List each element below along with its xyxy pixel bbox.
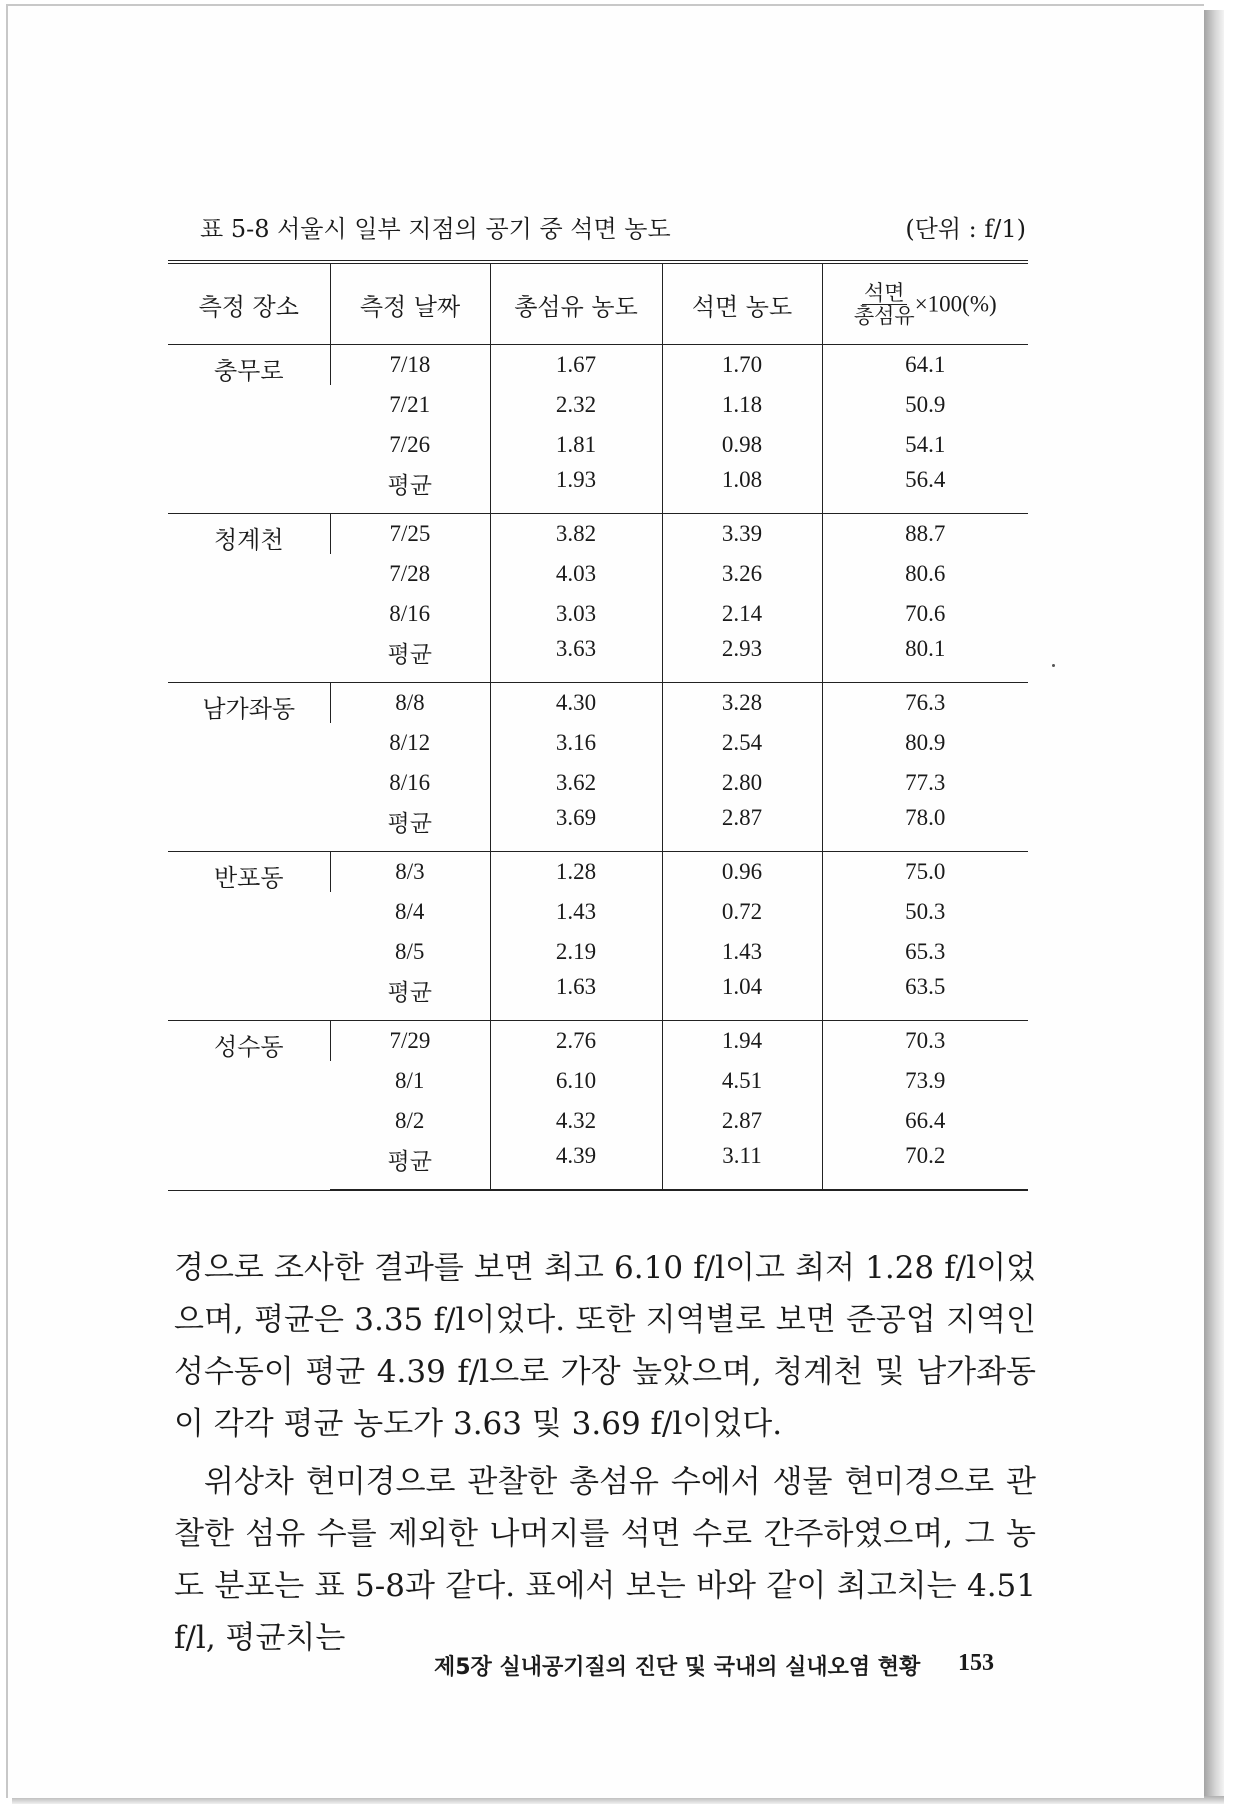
cell-date: 8/16 — [389, 601, 431, 626]
cell-place: 청계천 — [168, 514, 330, 683]
scan-speck — [1052, 664, 1055, 667]
cell-date: 7/26 — [389, 432, 431, 457]
cell-date: 8/4 — [395, 899, 425, 924]
cell-total: 4.39 — [490, 1141, 662, 1190]
cell-ratio: 70.3 — [822, 1021, 1028, 1062]
paragraph: 경으로 조사한 결과를 보면 최고 6.10 f/l이고 최저 1.28 f/l이었으며, 평균은 3.35 f/l이었다. 또한 지역별로 보면 준공업 지역인 성수동이 평균 4.39 f/l으로 가장 높았으며, 청계천 및 남가좌동이 각각 평균 농도가 3.63 및 3.69 f/l이었다. — [174, 1250, 1036, 1442]
cell-asbestos: 1.70 — [662, 345, 822, 386]
table-title: 표 5-8 서울시 일부 지점의 공기 중 석면 농도 — [200, 215, 671, 243]
cell-total: 1.81 — [490, 425, 662, 465]
cell-date: 7/29 — [330, 1021, 490, 1062]
cell-asbestos: 2.93 — [662, 634, 822, 683]
cell-asbestos: 1.04 — [662, 972, 822, 1021]
cell-asbestos: 2.87 — [662, 803, 822, 852]
cell-ratio: 50.3 — [822, 892, 1028, 932]
cell-ratio: 50.9 — [822, 385, 1028, 425]
cell-date: 평균 — [330, 972, 490, 1021]
cell-ratio: 78.0 — [822, 803, 1028, 852]
cell-date: 7/25 — [330, 514, 490, 555]
table-body — [168, 345, 1028, 1191]
cell-date: 7/21 — [389, 392, 431, 417]
cell-ratio: 77.3 — [822, 763, 1028, 803]
ratio-denominator: 총섬유 — [853, 303, 915, 328]
cell-date: 평균 — [330, 1141, 490, 1190]
cell-asbestos: 2.54 — [662, 723, 822, 763]
cell-total: 3.69 — [490, 803, 662, 852]
page-number: 153 — [958, 1650, 994, 1676]
cell-place: 반포동 — [168, 852, 330, 1021]
cell-asbestos: 0.98 — [662, 425, 822, 465]
cell-total: 3.16 — [490, 723, 662, 763]
cell-asbestos: 2.87 — [662, 1101, 822, 1141]
cell-date: 8/12 — [389, 730, 431, 755]
cell-asbestos: 3.26 — [662, 554, 822, 594]
cell-asbestos: 1.43 — [662, 932, 822, 972]
table-row — [168, 1021, 1028, 1062]
cell-place: 충무로 — [168, 345, 330, 514]
cell-date: 7/28 — [389, 561, 431, 586]
cell-total: 6.10 — [490, 1061, 662, 1101]
cell-date: 8/2 — [395, 1108, 425, 1133]
cell-asbestos: 3.28 — [662, 683, 822, 724]
cell-place: 성수동 — [168, 1021, 330, 1191]
cell-ratio: 64.1 — [822, 345, 1028, 386]
cell-ratio: 70.6 — [822, 594, 1028, 634]
cell-total: 1.93 — [490, 465, 662, 514]
cell-total: 3.63 — [490, 634, 662, 683]
cell-date: 8/8 — [330, 683, 490, 724]
cell-date: 8/3 — [330, 852, 490, 893]
asbestos-concentration-table — [168, 260, 1028, 1191]
cell-total: 2.76 — [490, 1021, 662, 1062]
cell-ratio: 76.3 — [822, 683, 1028, 724]
cell-total: 2.32 — [490, 385, 662, 425]
cell-asbestos: 1.18 — [662, 385, 822, 425]
header-total-fiber: 총섬유 농도 — [490, 262, 662, 345]
cell-date: 평균 — [330, 465, 490, 514]
cell-total: 2.19 — [490, 932, 662, 972]
ratio-numerator: 석면 — [863, 280, 905, 305]
cell-asbestos: 2.80 — [662, 763, 822, 803]
cell-date: 평균 — [330, 803, 490, 852]
paragraph: 위상차 현미경으로 관찰한 총섬유 수에서 생물 현미경으로 관찰한 섬유 수를 제외한 나머지를 석면 수로 간주하였으며, 그 농도 분포는 표 5-8과 같다. 표에서 보는 바와 같이 최고치는 4.51 f/l, 평균치는 — [174, 1464, 1036, 1656]
page-footer — [434, 1650, 994, 1681]
body-text — [174, 1242, 1036, 1664]
cell-ratio: 70.2 — [822, 1141, 1028, 1190]
ratio-fraction — [854, 282, 915, 327]
chapter-title: 제5장 실내공기질의 진단 및 국내의 실내오염 현황 — [434, 1655, 921, 1680]
header-ratio — [822, 262, 1028, 345]
cell-ratio: 73.9 — [822, 1061, 1028, 1101]
cell-date: 8/5 — [395, 939, 425, 964]
cell-place: 남가좌동 — [168, 683, 330, 852]
table-row — [168, 852, 1028, 893]
cell-total: 1.67 — [490, 345, 662, 386]
table-row — [168, 345, 1028, 386]
cell-ratio: 63.5 — [822, 972, 1028, 1021]
cell-total: 1.28 — [490, 852, 662, 893]
cell-total: 1.63 — [490, 972, 662, 1021]
cell-date: 평균 — [330, 634, 490, 683]
cell-total: 3.82 — [490, 514, 662, 555]
cell-ratio: 80.6 — [822, 554, 1028, 594]
cell-asbestos: 2.14 — [662, 594, 822, 634]
cell-date: 8/1 — [395, 1068, 425, 1093]
ratio-suffix: ×100(%) — [914, 291, 997, 316]
cell-total: 3.03 — [490, 594, 662, 634]
cell-ratio: 75.0 — [822, 852, 1028, 893]
cell-total: 1.43 — [490, 892, 662, 932]
cell-date: 7/18 — [330, 345, 490, 386]
table-unit: (단위 : f/1) — [905, 215, 1026, 243]
cell-total: 4.32 — [490, 1101, 662, 1141]
cell-total: 4.03 — [490, 554, 662, 594]
cell-asbestos: 3.11 — [662, 1141, 822, 1190]
cell-ratio: 54.1 — [822, 425, 1028, 465]
header-asbestos: 석면 농도 — [662, 262, 822, 345]
cell-asbestos: 1.94 — [662, 1021, 822, 1062]
cell-total: 3.62 — [490, 763, 662, 803]
cell-total: 4.30 — [490, 683, 662, 724]
cell-asbestos: 0.72 — [662, 892, 822, 932]
header-place: 측정 장소 — [168, 262, 330, 345]
table-header-row — [168, 262, 1028, 345]
cell-ratio: 88.7 — [822, 514, 1028, 555]
cell-date: 8/16 — [389, 770, 431, 795]
cell-asbestos: 3.39 — [662, 514, 822, 555]
header-date: 측정 날짜 — [330, 262, 490, 345]
cell-ratio: 66.4 — [822, 1101, 1028, 1141]
cell-ratio: 56.4 — [822, 465, 1028, 514]
table-row — [168, 514, 1028, 555]
page-edge-shadow — [1202, 10, 1224, 1800]
cell-asbestos: 0.96 — [662, 852, 822, 893]
cell-ratio: 80.1 — [822, 634, 1028, 683]
cell-ratio: 80.9 — [822, 723, 1028, 763]
cell-ratio: 65.3 — [822, 932, 1028, 972]
cell-asbestos: 1.08 — [662, 465, 822, 514]
table-caption — [200, 212, 1026, 246]
table-row — [168, 683, 1028, 724]
cell-asbestos: 4.51 — [662, 1061, 822, 1101]
